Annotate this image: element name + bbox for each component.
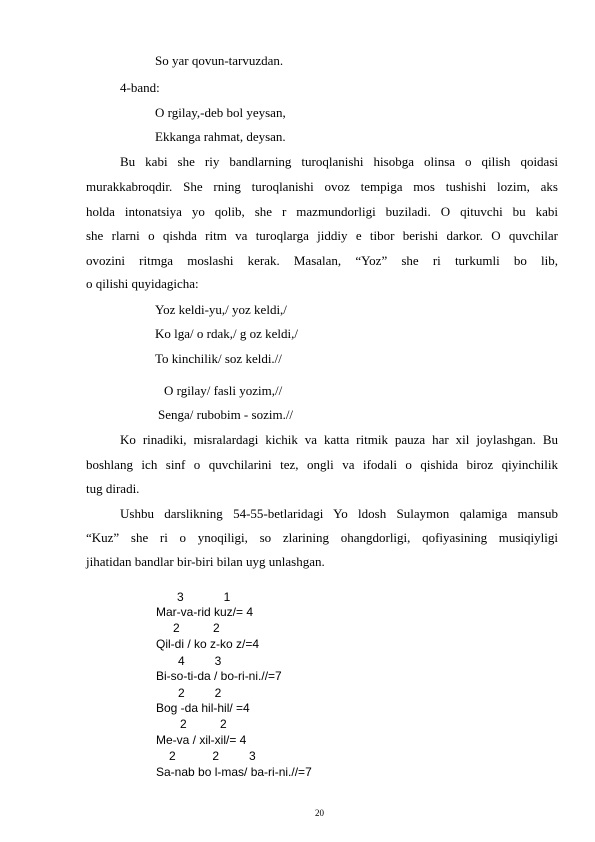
verse-line: So yar qovun-tarvuzdan.: [155, 53, 284, 68]
scansion-line: Mar-va-rid kuz/= 4: [156, 605, 254, 619]
scansion-line: Qil-di / ko z-ko z/=4: [156, 637, 260, 651]
verse-line: Yoz keldi-yu,/ yoz keldi,/: [155, 302, 287, 317]
paragraph-line: boshlang ich sinf o quvchilarini tez, ongli va ifodali o qishida biroz qiyinchilik: [86, 457, 558, 472]
scansion-line: Bog -da hil-hil/ =4: [156, 701, 250, 715]
paragraph-line: tug diradi.: [86, 481, 140, 496]
paragraph-line: “Kuz” she ri o ynoqiligi, so zlarining ohangdorligi, qofiyasining musiqiyligi: [86, 530, 558, 545]
syllable-count: 2 2 3: [169, 749, 256, 763]
paragraph-line: o qilishi quyidagicha:: [86, 276, 199, 291]
verse-line: Ko lga/ o rdak,/ g oz keldi,/: [155, 326, 298, 341]
verse-line: Senga/ rubobim - sozim.//: [158, 407, 294, 422]
verse-line: O rgilay,-deb bol yeysan,: [155, 105, 286, 120]
paragraph-line: Bu kabi she riy bandlarning turoqlanishi hisobga olinsa o qilish qoidasi: [120, 154, 558, 169]
scansion-line: Me-va / xil-xil/= 4: [156, 733, 247, 747]
paragraph-line: murakkabroqdir. She rning turoqlanishi ovoz tempiga mos tushishi lozim, aks: [86, 179, 558, 194]
scansion-line: Sa-nab bo l-mas/ ba-ri-ni.//=7: [156, 765, 312, 779]
band-label: 4-band:: [120, 80, 160, 95]
paragraph-line: Ushbu darslikning 54-55-betlaridagi Yo ldosh Sulaymon qalamiga mansub: [120, 506, 558, 521]
syllable-count: 2 2: [173, 621, 220, 635]
paragraph-line: holda intonatsiya yo qolib, she r mazmundorligi buziladi. O qituvchi bu kabi: [86, 204, 558, 219]
paragraph-line: she rlarni o qishda ritm va turoqlarga jiddiy e tibor berishi darkor. O quvchilar: [86, 228, 558, 243]
syllable-count: 4 3: [178, 654, 222, 668]
page-number: 20: [315, 808, 324, 818]
paragraph-line: Ko rinadiki, misralardagi kichik va katta ritmik pauza har xil joylashgan. Bu: [120, 432, 558, 447]
syllable-count: 2 2: [180, 717, 227, 731]
paragraph-line: jihatidan bandlar bir-biri bilan uyg unlashgan.: [86, 554, 325, 569]
syllable-count: 3 1: [177, 590, 231, 604]
verse-line: Ekkanga rahmat, deysan.: [155, 129, 286, 144]
verse-line: To kinchilik/ soz keldi.//: [155, 351, 282, 366]
paragraph-line: ovozini ritmga moslashi kerak. Masalan, “Yoz” she ri turkumli bo lib,: [86, 253, 558, 268]
verse-line: O rgilay/ fasli yozim,//: [164, 383, 283, 398]
syllable-count: 2 2: [178, 686, 222, 700]
scansion-line: Bi-so-ti-da / bo-ri-ni.//=7: [156, 669, 282, 683]
